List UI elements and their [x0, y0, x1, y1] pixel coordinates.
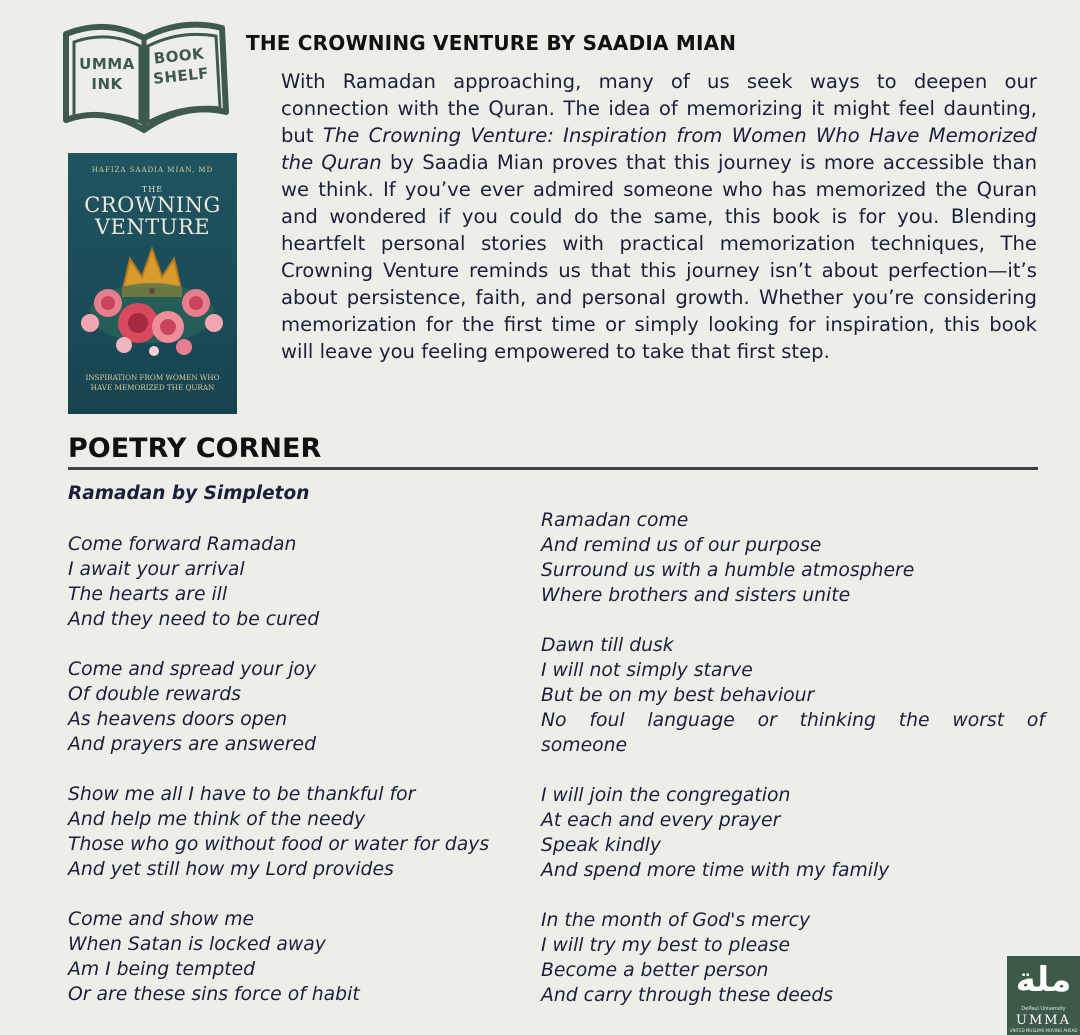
umma-arabic-wordmark: ملة — [1015, 960, 1072, 1000]
poem-line: And yet still how my Lord provides — [68, 859, 394, 880]
poem-column-right — [541, 508, 1045, 1008]
crown-flowers-illustration — [68, 241, 237, 366]
review-title: THE CROWNING VENTURE BY SAADIA MIAN — [246, 31, 737, 55]
poem-line: I will try my best to please — [541, 935, 791, 956]
umma-tagline: UNITED MUSLIMS MOVING AHEAD — [1009, 1028, 1078, 1033]
poem-line: I will not simply starve — [541, 660, 753, 681]
umma-ink-bookshelf-logo — [56, 12, 232, 138]
poem-line: At each and every prayer — [541, 810, 781, 831]
poem-line: I await your arrival — [68, 559, 245, 580]
cover-author: HAFIZA SAADIA MIAN, MD — [91, 166, 214, 174]
stanza-break — [541, 758, 1045, 783]
logo-text-umma: UMMA — [79, 55, 135, 73]
poem-line: someone — [541, 735, 628, 756]
cover-subtitle-line1: INSPIRATION FROM WOMEN WHO — [85, 373, 220, 382]
poem-line: Where brothers and sisters unite — [541, 585, 851, 606]
poem-line: Or are these sins force of habit — [68, 984, 360, 1005]
poem-line: And they need to be cured — [68, 609, 320, 630]
poem-line: When Satan is locked away — [68, 934, 326, 955]
review-text-part1: With Ramadan approaching, many of us seek ways to deepen our connection with the Quran. The idea of memorizing it might feel daunting, but — [281, 70, 1037, 147]
review-body — [281, 68, 1037, 365]
poem-line: Ramadan come — [541, 510, 689, 531]
cover-title — [68, 194, 237, 238]
stanza-break — [541, 608, 1045, 633]
stanza-break — [68, 632, 533, 657]
poem-line: I will join the congregation — [541, 785, 791, 806]
poem-line: Come forward Ramadan — [68, 534, 297, 555]
logo-text-ink: INK — [91, 75, 123, 93]
poem-line: Surround us with a humble atmosphere — [541, 560, 915, 581]
poem-line: Those who go without food or water for days — [68, 834, 490, 855]
poem-line: Speak kindly — [541, 835, 662, 856]
umma-university-text: DePaul University — [1021, 1006, 1066, 1012]
stanza-break — [68, 757, 533, 782]
review-book-title: The Crowning Venture: Inspiration from Women Who Have Memorized the Quran — [281, 124, 1037, 174]
stanza-break — [68, 882, 533, 907]
poem-line: And prayers are answered — [68, 734, 317, 755]
section-divider — [68, 467, 1038, 470]
poem-line: And help me think of the needy — [68, 809, 366, 830]
book-cover-image — [68, 153, 237, 414]
poem-line: Am I being tempted — [68, 959, 256, 980]
cover-the: THE — [141, 185, 164, 194]
poem-line: In the month of God's mercy — [541, 910, 811, 931]
umma-wordmark: UMMA — [1016, 1013, 1071, 1028]
poem-line: Become a better person — [541, 960, 769, 981]
poetry-corner-heading: POETRY CORNER — [68, 433, 322, 464]
poem-line: Dawn till dusk — [541, 635, 674, 656]
poem-line: The hearts are ill — [68, 584, 228, 605]
poem-line: And carry through these deeds — [541, 985, 834, 1006]
logo-text-book: BOOK — [152, 44, 206, 68]
cover-subtitle-line2: HAVE MEMORIZED THE QURAN — [90, 383, 215, 392]
poem-line: No foul language or thinking the worst of — [541, 710, 1045, 731]
poem-line: But be on my best behaviour — [541, 685, 815, 706]
stanza-break — [541, 883, 1045, 908]
poem-line: Show me all I have to be thankful for — [68, 784, 416, 805]
poem-line: Come and show me — [68, 909, 255, 930]
logo-text-shelf: SHELF — [152, 64, 210, 88]
poem-line: And remind us of our purpose — [541, 535, 822, 556]
poem-title: Ramadan by Simpleton — [68, 483, 310, 504]
review-text-part2: by Saadia Mian proves that this journey is more accessible than we think. If you’ve ever admired someone who has memorized the Quran and wondered if you could do the same, this book is for you. Blending heartfelt personal stories with practical memorization techniques, The Crowning Venture reminds us that this journey isn’t about perfection—it’s about persistence, faith, and personal growth. Whether you’re considering memorization for the first time or simply looking for inspiration, this book will leave you feeling empowered to take that first step. — [281, 151, 1037, 363]
poem-line: Of double rewards — [68, 684, 241, 705]
poem-column-left — [68, 532, 533, 1007]
poem-line: And spend more time with my family — [541, 860, 890, 881]
poem-line: As heavens doors open — [68, 709, 288, 730]
cover-title-line2: VENTURE — [94, 215, 211, 239]
poem-line: Come and spread your joy — [68, 659, 317, 680]
cover-title-line1: CROWNING — [84, 193, 221, 217]
umma-corner-logo — [1007, 956, 1080, 1035]
cover-subtitle — [74, 373, 231, 393]
